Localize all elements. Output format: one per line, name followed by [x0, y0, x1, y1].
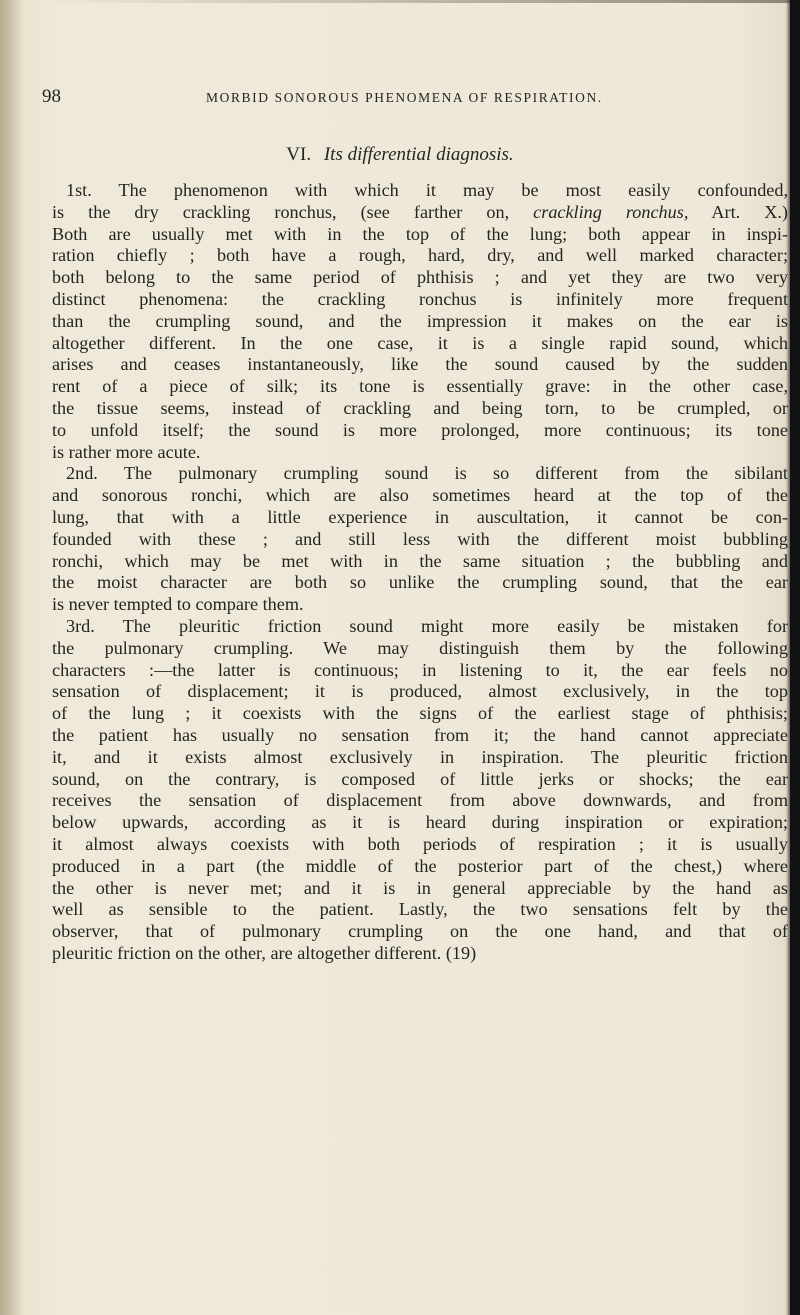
text-run: and sonorous ronchi, which are also sometimes heard at the top of the — [52, 485, 788, 506]
text-run: produced in a part (the middle of the posterior part of the chest,) where — [52, 855, 788, 876]
text-run: is never tempted to compare them. — [52, 594, 304, 615]
text-line — [52, 442, 788, 464]
text-line — [52, 289, 788, 311]
text-line — [52, 354, 788, 376]
text-line — [52, 572, 788, 594]
text-line — [52, 245, 788, 267]
text-line — [52, 878, 788, 900]
text-run: 1st. The phenomenon with which it may be most easily confounded, — [66, 180, 788, 200]
body-text — [52, 180, 788, 965]
text-line — [52, 725, 788, 747]
page-number: 98 — [42, 86, 61, 107]
text-line — [52, 202, 788, 224]
text-line — [52, 616, 788, 638]
text-run: well as sensible to the patient. Lastly, the two sensations felt by the — [52, 899, 788, 920]
text-run: observer, that of pulmonary crumpling on the one hand, and that of — [52, 921, 788, 942]
text-line — [52, 856, 788, 878]
text-line — [52, 681, 788, 703]
text-run: the moist character are both so unlike the crumpling sound, that the ear — [52, 572, 788, 593]
text-line — [52, 747, 788, 769]
text-line — [52, 638, 788, 660]
text-line — [52, 812, 788, 834]
text-line — [52, 921, 788, 943]
gutter-shadow — [0, 0, 22, 1315]
text-line — [52, 507, 788, 529]
text-line — [52, 660, 788, 682]
section-title: Its differential diagnosis. — [323, 144, 514, 165]
text-run: below upwards, according as it is heard during inspiration or expiration; — [52, 812, 788, 833]
text-run: distinct phenomena: the crackling ronchus is infinitely more frequent — [52, 288, 788, 309]
running-head-title: MORBID SONOROUS PHENOMENA OF RESPIRATION. — [206, 90, 603, 105]
text-line — [52, 529, 788, 551]
text-line — [52, 899, 788, 921]
text-run: altogether different. In the one case, it is a single rapid sound, which — [52, 332, 788, 353]
text-run: Art. X.) — [688, 201, 788, 222]
text-run: 2nd. The pulmonary crumpling sound is so different from the sibilant — [66, 463, 788, 484]
text-run: to unfold itself; the sound is more prolonged, more continuous; its tone — [52, 419, 788, 440]
text-line — [52, 180, 788, 202]
text-line — [52, 943, 788, 965]
text-line — [52, 834, 788, 856]
text-line — [52, 769, 788, 791]
text-run: the tissue seems, instead of crackling and being torn, to be crumpled, or — [52, 397, 788, 418]
running-head — [0, 0, 800, 112]
text-line — [52, 376, 788, 398]
text-run: sensation of displacement; it is produced, almost exclusively, in the top — [52, 681, 788, 702]
text-run: pleuritic friction on the other, are altogether different. (19) — [52, 942, 477, 963]
text-run: the pulmonary crumpling. We may distinguish them by the following — [52, 637, 788, 658]
text-line — [52, 463, 788, 485]
text-run: is rather more acute. — [52, 441, 201, 462]
text-run: the other is never met; and it is in general appreciable by the hand as — [52, 877, 788, 898]
text-run: arises and ceases instantaneously, like the sound caused by the sudden — [52, 354, 788, 375]
text-run: Both are usually met with in the top of the lung; both appear in inspi- — [52, 223, 788, 244]
italic-reference: crackling ronchus, — [533, 201, 689, 222]
text-run: it almost always coexists with both periods of respiration ; it is usually — [52, 833, 788, 854]
text-run: it, and it exists almost exclusively in inspiration. The pleuritic friction — [52, 746, 788, 767]
text-run: sound, on the contrary, is composed of little jerks or shocks; the ear — [52, 768, 788, 789]
text-line — [52, 267, 788, 289]
text-run: ronchi, which may be met with in the same situation ; the bubbling and — [52, 550, 788, 571]
text-line — [52, 703, 788, 725]
text-line — [52, 398, 788, 420]
text-line — [52, 333, 788, 355]
text-line — [52, 594, 788, 616]
text-run: ration chiefly ; both have a rough, hard, dry, and well marked character; — [52, 245, 788, 266]
text-line — [52, 485, 788, 507]
text-run: rent of a piece of silk; its tone is essentially grave: in the other case, — [52, 376, 788, 397]
text-line — [52, 551, 788, 573]
text-run: the patient has usually no sensation from it; the hand cannot appreciate — [52, 724, 788, 745]
text-run: both belong to the same period of phthisis ; and yet they are two very — [52, 267, 788, 288]
section-heading — [0, 144, 800, 166]
text-run: is the dry crackling ronchus, (see farther on, — [52, 201, 534, 222]
text-run: than the crumpling sound, and the impression it makes on the ear is — [52, 310, 788, 331]
text-line — [52, 311, 788, 333]
text-run: 3rd. The pleuritic friction sound might more easily be mistaken for — [66, 615, 788, 636]
section-number: VI. — [286, 144, 312, 165]
text-line — [52, 790, 788, 812]
page-edge — [790, 0, 800, 1315]
text-run: founded with these ; and still less with the different moist bubbling — [52, 528, 788, 549]
text-line — [52, 420, 788, 442]
text-run: of the lung ; it coexists with the signs of the earliest stage of phthisis; — [52, 703, 788, 724]
text-run: characters :—the latter is continuous; in listening to it, the ear feels no — [52, 659, 788, 680]
text-run: receives the sensation of displacement from above downwards, and from — [52, 790, 788, 811]
text-run: lung, that with a little experience in auscultation, it cannot be con- — [52, 506, 788, 527]
text-line — [52, 224, 788, 246]
